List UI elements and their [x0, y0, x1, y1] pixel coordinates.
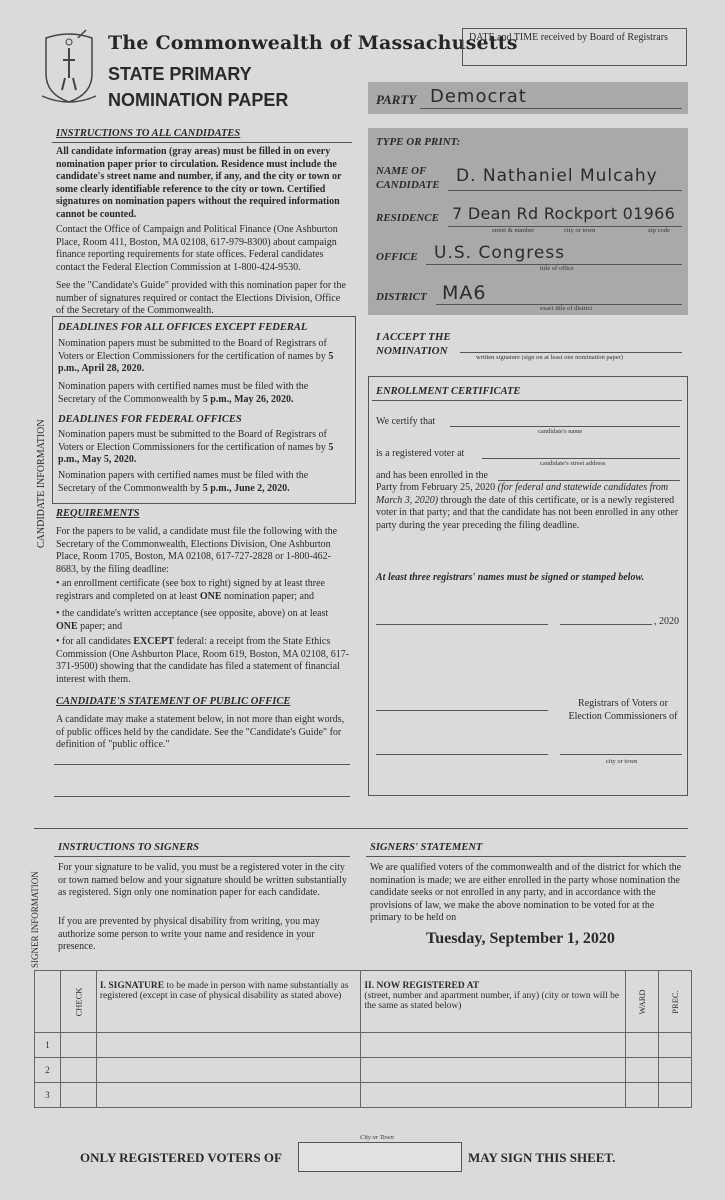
party-line: [420, 108, 682, 109]
signer-information-side-label: SIGNER INFORMATION: [30, 871, 40, 968]
address-cell[interactable]: [361, 1033, 626, 1058]
requirement-1: • an enrollment certificate (see box to right) signed by at least three registrars and completed on at least ONE nomination paper; and: [56, 578, 325, 602]
accept-label-2: NOMINATION: [376, 345, 448, 357]
registrar-sig-line-2[interactable]: [376, 710, 548, 711]
accept-hint: written signature (sign on at least one nomination paper): [476, 354, 623, 361]
cert-year: , 2020: [654, 616, 679, 627]
party-label: PARTY: [376, 92, 417, 107]
address-cell[interactable]: [361, 1083, 626, 1108]
instructions-rule: [52, 142, 352, 143]
commonwealth-heading: The Commonwealth of Massachusetts: [108, 32, 518, 54]
deadline-fed-2: Nomination papers with certified names must be filed with the Secretary of the Commonwealth by 5 p.m., June 2, 2020.: [58, 470, 309, 494]
statement-line-1[interactable]: [54, 764, 350, 765]
accept-label: [376, 330, 451, 358]
requirements-heading: REQUIREMENTS: [56, 508, 140, 519]
district-value[interactable]: MA6: [442, 282, 487, 304]
deadline-nonfed-1: Nomination papers must be submitted to the Board of Registrars of Voters or Election Commissioners for the certification of names by 5 p.m., April 28, 2020.: [58, 338, 334, 374]
name-line: [448, 190, 682, 191]
cert-name-hint: candidate's name: [538, 428, 583, 435]
registrar-sig-line-3[interactable]: [376, 754, 548, 755]
candidate-name-cert-line[interactable]: [450, 426, 680, 427]
ward-header: WARD: [626, 971, 659, 1033]
signers-rule: [54, 856, 350, 857]
enrollment-heading: ENROLLMENT CERTIFICATE: [376, 386, 521, 397]
signature-cell[interactable]: [96, 1083, 360, 1108]
office-hint: title of office: [540, 265, 574, 272]
statement-heading: CANDIDATE'S STATEMENT OF PUBLIC OFFICE: [56, 696, 291, 707]
title-line-1: STATE PRIMARY: [108, 64, 252, 84]
massachusetts-seal-icon: [38, 28, 100, 106]
three-registrars-note: At least three registrars' names must be signed or stamped below.: [376, 572, 645, 583]
signers-divider: [34, 828, 688, 829]
ward-cell[interactable]: [626, 1033, 659, 1058]
registered-at-header: II. NOW REGISTERED AT (street, number and apartment number, if any) (city or town will be the same as stated below): [361, 971, 626, 1033]
enrolled-in-label: and has been enrolled in the: [376, 470, 488, 481]
statement-line-2[interactable]: [54, 796, 350, 797]
footer-right: MAY SIGN THIS SHEET.: [468, 1150, 616, 1165]
name-label-2: CANDIDATE: [376, 179, 440, 191]
signers-para-2: If you are prevented by physical disability from writing, you may authorize some person to write your name and residence in your presence.: [58, 916, 320, 952]
row-number: 3: [35, 1083, 61, 1108]
signature-table: [34, 970, 692, 1108]
cert-city-hint: city or town: [606, 758, 638, 765]
name-label: [376, 164, 440, 192]
requirement-2: • the candidate's written acceptance (see opposite, above) on at least ONE paper; and: [56, 608, 329, 632]
enrollment-body: Party from February 25, 2020 (for federal and statewide candidates from March 3, 2020) through the date of this certificate, or is a newly registered voter in that party; and that the candidate has not been enrolled in any other party during the year preceding the filing deadline.: [376, 482, 679, 531]
footer-city-hint: City or Town: [360, 1134, 394, 1141]
instructions-para-2: Contact the Office of Campaign and Political Finance (One Ashburton Place, Room 411, Boston, MA 02108, 617-979-8300) about campaign finance reporting requirements for state offices. Federal candidates contact the Federal Election Commission at 1-800-424-9530.: [56, 224, 338, 273]
city-hint: city or town: [564, 227, 596, 234]
district-label: DISTRICT: [376, 291, 427, 303]
candidate-information-side-label: CANDIDATE INFORMATION: [36, 419, 47, 548]
zip-hint: zip code: [648, 227, 670, 234]
date-received-label: DATE and TIME received by Board of Registrars: [469, 32, 668, 43]
signers-statement-heading: SIGNERS' STATEMENT: [370, 842, 483, 853]
blank-header-cell: [35, 971, 61, 1033]
address-cert-line[interactable]: [482, 458, 680, 459]
acceptance-signature-line[interactable]: [460, 352, 682, 353]
name-label-1: NAME OF: [376, 165, 427, 177]
statement-rule: [366, 856, 686, 857]
instructions-heading: INSTRUCTIONS TO ALL CANDIDATES: [56, 128, 241, 139]
row-number: 1: [35, 1033, 61, 1058]
city-or-town-field[interactable]: [298, 1142, 462, 1172]
deadline-fed-1: Nomination papers must be submitted to the Board of Registrars of Voters or Election Commissioners for the certification of names by 5 p.m., May 5, 2020.: [58, 429, 334, 465]
check-cell[interactable]: [61, 1083, 97, 1108]
prec-cell[interactable]: [659, 1033, 692, 1058]
table-row: [35, 1058, 692, 1083]
signers-instructions-heading: INSTRUCTIONS TO SIGNERS: [58, 842, 200, 853]
registrars-label: Registrars of Voters or Election Commissioners of: [568, 698, 678, 722]
cert-address-hint: candidate's street address: [540, 460, 606, 467]
office-label: OFFICE: [376, 251, 418, 263]
we-certify-label: We certify that: [376, 416, 436, 427]
prec-cell[interactable]: [659, 1083, 692, 1108]
signature-header: I. SIGNATURE to be made in person with name substantially as registered (except in case of physical disability as stated above): [96, 971, 360, 1033]
enrollment-rule: [372, 400, 682, 401]
footer-left: ONLY REGISTERED VOTERS OF: [80, 1150, 282, 1165]
title-line-2: NOMINATION PAPER: [108, 90, 289, 110]
cert-city-line[interactable]: [560, 754, 682, 755]
candidate-name-value[interactable]: D. Nathaniel Mulcahy: [456, 166, 658, 186]
check-cell[interactable]: [61, 1033, 97, 1058]
street-hint: street & number: [492, 227, 535, 234]
district-hint: exact title of district: [540, 305, 593, 312]
row-number: 2: [35, 1058, 61, 1083]
date-received-box[interactable]: [462, 28, 687, 66]
accept-label-1: I ACCEPT THE: [376, 331, 451, 343]
address-cell[interactable]: [361, 1058, 626, 1083]
registrar-sig-line-1[interactable]: [376, 624, 548, 625]
signature-cell[interactable]: [96, 1033, 360, 1058]
registered-voter-label: is a registered voter at: [376, 448, 465, 459]
deadline-nonfed-2: Nomination papers with certified names must be filed with the Secretary of the Commonwealth by 5 p.m., May 26, 2020.: [58, 381, 309, 405]
cert-date-line[interactable]: [560, 624, 652, 625]
statement-text: A candidate may make a statement below, in not more than eight words, of public offices held by the candidate. See the "Candidate's Guide" for definition of "public office.": [56, 714, 345, 750]
requirement-3: • for all candidates EXCEPT federal: a receipt from the State Ethics Commission (One Ashburton Place, Room 619, Boston, MA 02108, 617-371-9500) showing that the candidate has filed a statement of financial interest with them.: [56, 636, 350, 685]
table-row: [35, 1033, 692, 1058]
election-date: Tuesday, September 1, 2020: [426, 930, 615, 947]
residence-label: RESIDENCE: [376, 212, 439, 224]
prec-cell[interactable]: [659, 1058, 692, 1083]
check-cell[interactable]: [61, 1058, 97, 1083]
ward-cell[interactable]: [626, 1083, 659, 1108]
enrollment-certificate-box: [368, 376, 688, 796]
residence-value[interactable]: 7 Dean Rd Rockport 01966: [452, 204, 676, 223]
deadlines-fed-heading: DEADLINES FOR FEDERAL OFFICES: [58, 414, 242, 425]
signature-cell[interactable]: [96, 1058, 360, 1083]
party-value: Democrat: [430, 86, 527, 107]
signers-para-1: For your signature to be valid, you must be a registered voter in the city or town named below and your signature should be written substantially as registered. Sign only one nomination paper for each candidate.: [58, 862, 347, 898]
requirements-intro: For the papers to be valid, a candidate must file the following with the Secretary of the Commonwealth, Elections Division, One Ashburton Place, Room 1705, Boston, MA 02108, 617-727-2828 or 1-800-462-8683, by the filing deadline:: [56, 526, 338, 575]
office-value[interactable]: U.S. Congress: [434, 243, 566, 263]
instructions-bold-para: All candidate information (gray areas) must be filled in on every nomination paper prior to circulation. Residence must include the candidate's street name and number, if any, and the city or town or some clearly identifiable reference to the city or town. Certified signatures on nomination papers without the required information cannot be counted.: [56, 146, 342, 220]
prec-header: PREC.: [659, 971, 692, 1033]
type-or-print-label: TYPE OR PRINT:: [376, 136, 461, 148]
instructions-para-3: See the "Candidate's Guide" provided with this nomination paper for the number of signatures required or contact the Elections Division, Office of the Secretary of the Commonwealth.: [56, 280, 346, 316]
check-header: CHECK: [61, 971, 97, 1033]
ward-cell[interactable]: [626, 1058, 659, 1083]
table-row: [35, 1083, 692, 1108]
signers-statement-text: We are qualified voters of the commonwealth and of the district for which the nomination is made; we are either enrolled in the party whose nomination the candidate seeks or not enrolled in any party, and in accordance with the provisions of law, we make the above nomination to be voted for at the primary to be held on: [370, 862, 682, 923]
deadlines-nonfed-heading: DEADLINES FOR ALL OFFICES EXCEPT FEDERAL: [58, 322, 308, 333]
party-cert-line[interactable]: [498, 480, 680, 481]
